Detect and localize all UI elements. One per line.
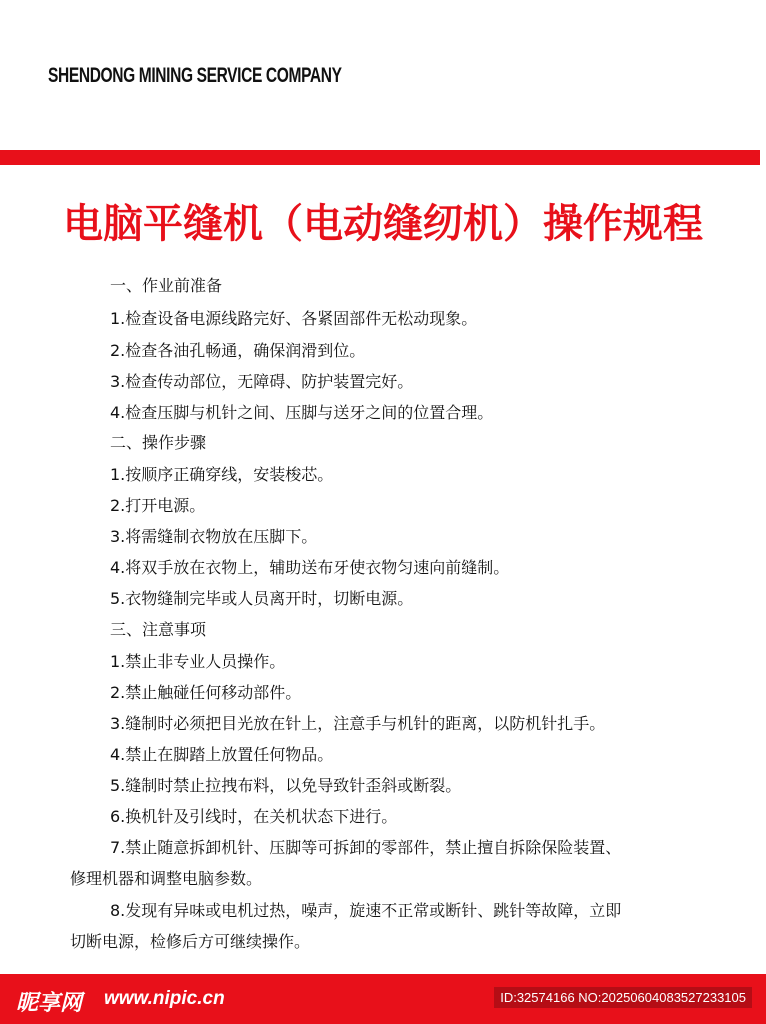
procedure-line: 2.打开电源。 <box>110 496 206 515</box>
procedure-line-continuation: 修理机器和调整电脑参数。 <box>70 869 263 888</box>
procedure-line: 7.禁止随意拆卸机针、压脚等可拆卸的零部件，禁止擅自拆除保险装置、 <box>110 838 622 857</box>
procedure-line: 8.发现有异味或电机过热，噪声，旋速不正常或断针、跳针等故障，立即 <box>110 901 622 920</box>
procedure-line: 3.缝制时必须把目光放在针上，注意手与机针的距离，以防机针扎手。 <box>110 714 606 733</box>
procedure-line: 3.检查传动部位，无障碍、防护装置完好。 <box>110 372 414 391</box>
section-heading-steps: 二、操作步骤 <box>110 433 207 452</box>
procedure-line: 3.将需缝制衣物放在压脚下。 <box>110 527 318 546</box>
procedure-line: 4.检查压脚与机针之间、压脚与送牙之间的位置合理。 <box>110 403 494 422</box>
document-title: 电脑平缝机（电动缝纫机）操作规程 <box>63 201 703 247</box>
procedure-line: 4.禁止在脚踏上放置任何物品。 <box>110 745 334 764</box>
company-name: SHENDONG MINING SERVICE COMPANY <box>48 64 342 87</box>
procedure-line: 2.检查各油孔畅通，确保润滑到位。 <box>110 341 366 360</box>
watermark-logo: 昵享网 <box>16 991 83 1016</box>
section-heading-precautions: 三、注意事项 <box>110 620 207 639</box>
procedure-line-continuation: 切断电源，检修后方可继续操作。 <box>70 932 311 951</box>
procedure-line: 2.禁止触碰任何移动部件。 <box>110 683 302 702</box>
watermark-id: ID:32574166 NO:20250604083527233105 <box>494 987 752 1008</box>
procedure-line: 1.按顺序正确穿线，安装梭芯。 <box>110 465 334 484</box>
procedure-line: 1.检查设备电源线路完好、各紧固部件无松动现象。 <box>110 309 478 328</box>
procedure-line: 4.将双手放在衣物上，辅助送布牙使衣物匀速向前缝制。 <box>110 558 510 577</box>
procedure-line: 1.禁止非专业人员操作。 <box>110 652 286 671</box>
procedure-line: 5.缝制时禁止拉拽布料，以免导致针歪斜或断裂。 <box>110 776 462 795</box>
procedure-line: 5.衣物缝制完毕或人员离开时，切断电源。 <box>110 589 414 608</box>
section-heading-preparation: 一、作业前准备 <box>110 276 223 295</box>
header-divider-bar <box>0 150 760 165</box>
procedure-line: 6.换机针及引线时，在关机状态下进行。 <box>110 807 398 826</box>
watermark-url: www.nipic.cn <box>104 988 225 1009</box>
